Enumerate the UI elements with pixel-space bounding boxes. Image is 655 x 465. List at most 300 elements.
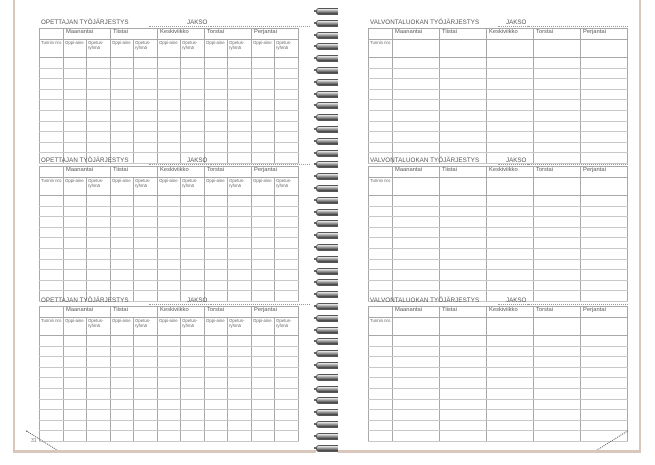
schedule-cell (87, 227, 111, 238)
day-header: Tiistai (440, 29, 487, 40)
schedule-cell (87, 259, 111, 270)
schedule-cell (393, 132, 440, 143)
schedule-cell (134, 68, 158, 79)
schedule-cell (369, 206, 393, 217)
schedule-cell (275, 206, 299, 217)
schedule-row (40, 121, 299, 132)
schedule-cell (369, 79, 393, 90)
schedule-cell (440, 280, 487, 291)
schedule-cell (440, 431, 487, 442)
schedule-cell (158, 378, 181, 389)
day-header: Keskiviikko (487, 307, 534, 318)
empty-cell (487, 318, 534, 336)
schedule-cell (205, 336, 228, 347)
schedule-cell (181, 79, 205, 90)
schedule-row (369, 132, 628, 143)
schedule-cell (393, 431, 440, 442)
schedule-cell (252, 58, 275, 69)
schedule-cell (134, 378, 158, 389)
schedule-cell (252, 217, 275, 228)
group-header: Opetus-ryhmä (275, 40, 299, 58)
schedule-cell (87, 68, 111, 79)
period-line (210, 164, 310, 165)
schedule-cell (440, 89, 487, 100)
schedule-cell (134, 367, 158, 378)
schedule-cell (181, 378, 205, 389)
day-header: Torstai (534, 167, 581, 178)
schedule-row (40, 367, 299, 378)
schedule-cell (369, 357, 393, 368)
schedule-cell (440, 217, 487, 228)
schedule-cell (581, 378, 628, 389)
empty-cell (393, 40, 440, 58)
schedule-cell (111, 399, 134, 410)
subject-header: Oppi-aine (158, 318, 181, 336)
schedule-cell (205, 238, 228, 249)
schedule-cell (275, 227, 299, 238)
schedule-cell (252, 399, 275, 410)
schedule-cell (228, 280, 252, 291)
schedule-cell (275, 431, 299, 442)
schedule-cell (581, 259, 628, 270)
schedule-cell (369, 248, 393, 259)
schedule-row (40, 227, 299, 238)
schedule-cell (228, 68, 252, 79)
empty-cell (487, 40, 534, 58)
schedule-cell (252, 280, 275, 291)
schedule-row (369, 410, 628, 421)
time-header: Tunnin nro (40, 318, 64, 336)
schedule-cell (275, 378, 299, 389)
schedule-cell (275, 270, 299, 281)
empty-cell (487, 178, 534, 196)
day-header: Perjantai (252, 29, 299, 40)
schedule-cell (134, 248, 158, 259)
schedule-cell (440, 100, 487, 111)
schedule-cell (581, 399, 628, 410)
schedule-cell (205, 132, 228, 143)
schedule-cell (393, 121, 440, 132)
schedule-cell (40, 68, 64, 79)
schedule-cell (369, 217, 393, 228)
schedule-cell (534, 367, 581, 378)
schedule-cell (487, 399, 534, 410)
schedule-cell (534, 336, 581, 347)
time-header: Tunnin nro (369, 178, 393, 196)
schedule-cell (252, 346, 275, 357)
schedule-cell (534, 79, 581, 90)
day-header: Maanantai (64, 307, 111, 318)
schedule-cell (205, 79, 228, 90)
schedule-cell (111, 79, 134, 90)
schedule-cell (393, 110, 440, 121)
schedule-cell (134, 388, 158, 399)
schedule-cell (111, 410, 134, 421)
schedule-cell (181, 346, 205, 357)
schedule-cell (228, 142, 252, 153)
schedule-cell (134, 79, 158, 90)
schedule-row (40, 248, 299, 259)
schedule-cell (64, 121, 87, 132)
schedule-row (369, 121, 628, 132)
schedule-cell (134, 142, 158, 153)
subject-header: Oppi-aine (158, 40, 181, 58)
schedule-cell (581, 238, 628, 249)
group-header: Opetus-ryhmä (181, 40, 205, 58)
schedule-cell (64, 378, 87, 389)
schedule-cell (252, 420, 275, 431)
schedule-cell (64, 238, 87, 249)
schedule-cell (487, 259, 534, 270)
schedule-cell (534, 227, 581, 238)
schedule-cell (205, 110, 228, 121)
schedule-row (369, 248, 628, 259)
schedule-cell (534, 68, 581, 79)
schedule-cell (158, 270, 181, 281)
schedule-cell (581, 142, 628, 153)
schedule-cell (40, 196, 64, 207)
schedule-cell (534, 431, 581, 442)
schedule-row (40, 399, 299, 410)
schedule-row (40, 378, 299, 389)
schedule-cell (275, 58, 299, 69)
schedule-cell (393, 280, 440, 291)
schedule-cell (534, 206, 581, 217)
schedule-cell (205, 431, 228, 442)
schedule-cell (40, 399, 64, 410)
schedule-cell (158, 132, 181, 143)
group-header: Opetus-ryhmä (228, 40, 252, 58)
schedule-cell (87, 346, 111, 357)
schedule-cell (87, 58, 111, 69)
schedule-cell (487, 431, 534, 442)
schedule-cell (581, 110, 628, 121)
schedule-cell (64, 217, 87, 228)
spacer-cell (369, 167, 393, 178)
schedule-cell (487, 79, 534, 90)
period-line (210, 304, 310, 305)
schedule-row (40, 206, 299, 217)
schedule-row (369, 217, 628, 228)
schedule-cell (40, 367, 64, 378)
subject-header: Oppi-aine (205, 40, 228, 58)
schedule-cell (134, 227, 158, 238)
schedule-cell (440, 410, 487, 421)
schedule-cell (228, 399, 252, 410)
schedule-cell (40, 100, 64, 111)
schedule-cell (534, 100, 581, 111)
schedule-cell (440, 110, 487, 121)
schedule-cell (40, 357, 64, 368)
day-header: Maanantai (393, 167, 440, 178)
schedule-cell (64, 410, 87, 421)
day-header: Keskiviikko (487, 29, 534, 40)
group-header: Opetus-ryhmä (134, 178, 158, 196)
schedule-cell (40, 217, 64, 228)
schedule-cell (64, 346, 87, 357)
schedule-cell (252, 259, 275, 270)
schedule-cell (487, 217, 534, 228)
schedule-cell (534, 259, 581, 270)
schedule-cell (64, 227, 87, 238)
day-header: Tiistai (440, 307, 487, 318)
empty-cell (534, 318, 581, 336)
schedule-row (369, 357, 628, 368)
schedule-cell (181, 399, 205, 410)
schedule-cell (534, 378, 581, 389)
schedule-cell (64, 68, 87, 79)
schedule-cell (87, 357, 111, 368)
schedule-cell (440, 378, 487, 389)
schedule-cell (581, 336, 628, 347)
schedule-cell (181, 100, 205, 111)
period-line (528, 26, 628, 27)
schedule-cell (369, 346, 393, 357)
schedule-cell (275, 399, 299, 410)
schedule-cell (181, 336, 205, 347)
schedule-cell (487, 280, 534, 291)
schedule-cell (440, 388, 487, 399)
schedule-cell (369, 399, 393, 410)
schedule-row (40, 410, 299, 421)
schedule-cell (393, 420, 440, 431)
schedule-row (369, 100, 628, 111)
group-header: Opetus-ryhmä (134, 318, 158, 336)
schedule-cell (134, 58, 158, 69)
schedule-cell (487, 357, 534, 368)
period-line (149, 164, 209, 165)
schedule-cell (158, 336, 181, 347)
schedule-cell (87, 89, 111, 100)
schedule-cell (534, 89, 581, 100)
schedule-cell (111, 142, 134, 153)
schedule-cell (393, 89, 440, 100)
homeroom-schedule-table (368, 28, 628, 164)
schedule-row (369, 58, 628, 69)
schedule-cell (87, 388, 111, 399)
schedule-cell (158, 420, 181, 431)
schedule-cell (64, 248, 87, 259)
schedule-cell (111, 58, 134, 69)
schedule-cell (228, 336, 252, 347)
schedule-cell (252, 431, 275, 442)
schedule-row (40, 270, 299, 281)
schedule-cell (134, 399, 158, 410)
schedule-cell (158, 399, 181, 410)
schedule-cell (440, 132, 487, 143)
schedule-cell (487, 270, 534, 281)
schedule-cell (487, 121, 534, 132)
schedule-cell (181, 420, 205, 431)
schedule-cell (64, 79, 87, 90)
spacer-cell (40, 167, 64, 178)
subject-header: Oppi-aine (252, 318, 275, 336)
spacer-cell (369, 29, 393, 40)
schedule-cell (134, 206, 158, 217)
schedule-cell (111, 121, 134, 132)
schedule-row (369, 196, 628, 207)
schedule-row (40, 238, 299, 249)
schedule-cell (87, 100, 111, 111)
schedule-cell (205, 388, 228, 399)
teacher-schedule-table (39, 306, 299, 442)
empty-cell (581, 178, 628, 196)
schedule-cell (393, 388, 440, 399)
block-title: VALVONTALUOKAN TYÖJÄRJESTYS (370, 157, 480, 164)
schedule-cell (581, 100, 628, 111)
schedule-cell (181, 217, 205, 228)
schedule-cell (134, 259, 158, 270)
schedule-cell (134, 357, 158, 368)
schedule-cell (440, 336, 487, 347)
subject-header: Oppi-aine (111, 178, 134, 196)
schedule-cell (534, 399, 581, 410)
schedule-cell (581, 357, 628, 368)
day-header: Keskiviikko (487, 167, 534, 178)
schedule-cell (181, 248, 205, 259)
schedule-cell (581, 132, 628, 143)
schedule-cell (487, 89, 534, 100)
schedule-cell (40, 248, 64, 259)
day-header: Perjantai (252, 307, 299, 318)
schedule-cell (205, 420, 228, 431)
schedule-cell (111, 270, 134, 281)
schedule-cell (158, 357, 181, 368)
schedule-cell (64, 89, 87, 100)
schedule-cell (252, 336, 275, 347)
schedule-cell (369, 121, 393, 132)
schedule-row (369, 259, 628, 270)
group-header: Opetus-ryhmä (181, 318, 205, 336)
schedule-cell (581, 89, 628, 100)
schedule-cell (205, 259, 228, 270)
schedule-cell (534, 280, 581, 291)
schedule-cell (87, 410, 111, 421)
schedule-cell (111, 336, 134, 347)
left-page (13, 0, 316, 453)
schedule-cell (205, 142, 228, 153)
subject-header: Oppi-aine (111, 40, 134, 58)
schedule-cell (369, 280, 393, 291)
schedule-cell (228, 238, 252, 249)
schedule-cell (87, 248, 111, 259)
schedule-row (369, 388, 628, 399)
schedule-cell (40, 410, 64, 421)
teacher-schedule-table (39, 28, 299, 164)
period-label: JAKSO (187, 157, 208, 164)
schedule-cell (181, 196, 205, 207)
schedule-cell (64, 367, 87, 378)
schedule-cell (534, 346, 581, 357)
schedule-row (40, 100, 299, 111)
schedule-cell (440, 367, 487, 378)
empty-cell (440, 178, 487, 196)
group-header: Opetus-ryhmä (275, 178, 299, 196)
group-header: Opetus-ryhmä (134, 40, 158, 58)
schedule-cell (111, 100, 134, 111)
schedule-cell (134, 100, 158, 111)
schedule-row (40, 336, 299, 347)
schedule-cell (487, 58, 534, 69)
schedule-cell (40, 420, 64, 431)
block-header (368, 296, 628, 306)
schedule-cell (228, 367, 252, 378)
schedule-cell (534, 388, 581, 399)
block-header (39, 296, 311, 306)
block-title: VALVONTALUOKAN TYÖJÄRJESTYS (370, 19, 480, 26)
schedule-cell (534, 110, 581, 121)
schedule-cell (534, 196, 581, 207)
schedule-cell (87, 196, 111, 207)
schedule-cell (487, 238, 534, 249)
schedule-cell (252, 206, 275, 217)
schedule-row (369, 68, 628, 79)
schedule-cell (205, 270, 228, 281)
time-header: Tunnin nro (369, 318, 393, 336)
subject-header: Oppi-aine (252, 178, 275, 196)
schedule-row (40, 58, 299, 69)
subject-header: Oppi-aine (64, 40, 87, 58)
schedule-cell (440, 58, 487, 69)
schedule-cell (205, 217, 228, 228)
schedule-cell (534, 357, 581, 368)
schedule-cell (158, 346, 181, 357)
schedule-cell (40, 206, 64, 217)
block-title: OPETTAJAN TYÖJÄRJESTYS (41, 157, 129, 164)
schedule-cell (275, 100, 299, 111)
schedule-cell (393, 367, 440, 378)
schedule-cell (487, 227, 534, 238)
schedule-cell (205, 100, 228, 111)
schedule-cell (181, 89, 205, 100)
schedule-cell (369, 227, 393, 238)
schedule-cell (87, 431, 111, 442)
empty-cell (581, 318, 628, 336)
schedule-cell (252, 410, 275, 421)
schedule-row (369, 431, 628, 442)
schedule-cell (134, 410, 158, 421)
schedule-cell (534, 270, 581, 281)
schedule-cell (228, 248, 252, 259)
schedule-cell (393, 58, 440, 69)
schedule-cell (158, 227, 181, 238)
schedule-cell (393, 336, 440, 347)
time-header: Tunnin nro (40, 178, 64, 196)
schedule-cell (393, 217, 440, 228)
schedule-row (40, 388, 299, 399)
schedule-cell (40, 58, 64, 69)
schedule-cell (487, 206, 534, 217)
schedule-cell (158, 100, 181, 111)
spacer-cell (369, 307, 393, 318)
schedule-cell (440, 259, 487, 270)
schedule-cell (393, 79, 440, 90)
block-header (368, 18, 628, 28)
schedule-cell (440, 206, 487, 217)
schedule-cell (252, 121, 275, 132)
schedule-cell (40, 227, 64, 238)
schedule-cell (181, 68, 205, 79)
schedule-cell (487, 110, 534, 121)
schedule-cell (64, 142, 87, 153)
group-header: Opetus-ryhmä (87, 318, 111, 336)
schedule-cell (205, 280, 228, 291)
schedule-cell (87, 270, 111, 281)
schedule-cell (534, 248, 581, 259)
schedule-cell (369, 378, 393, 389)
schedule-cell (393, 410, 440, 421)
schedule-cell (393, 357, 440, 368)
